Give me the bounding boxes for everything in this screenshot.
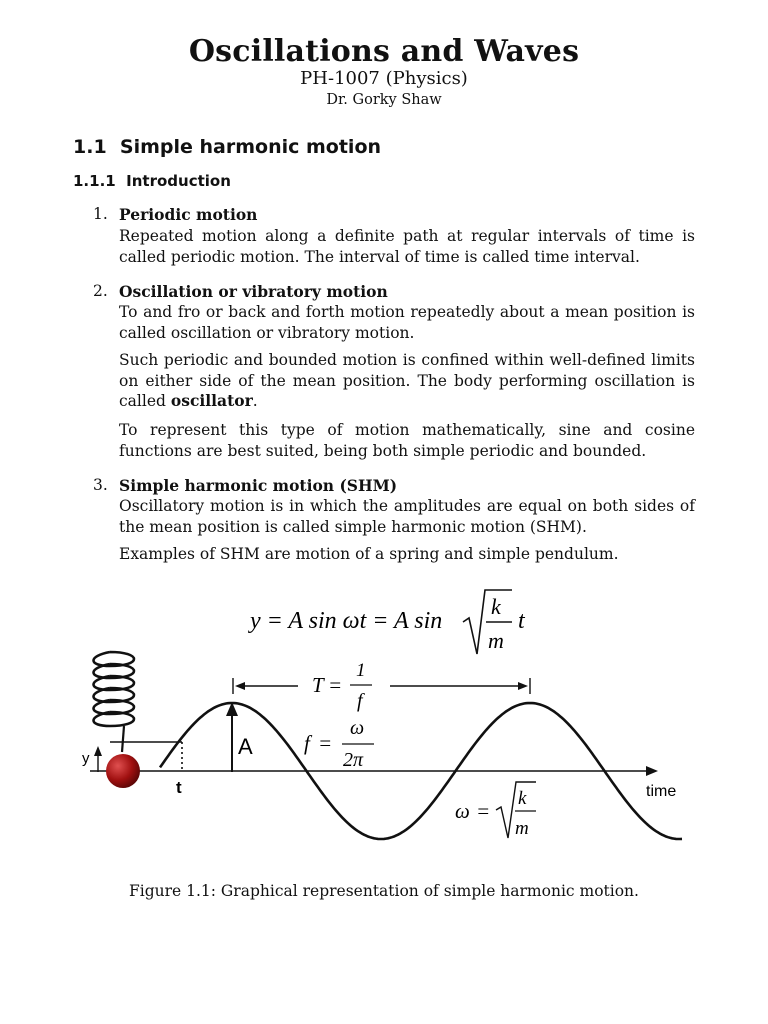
equation-lhs: y = A sin ωt = A sin <box>250 608 443 634</box>
period-T: T <box>312 673 324 697</box>
time-axis-arrow <box>646 766 658 776</box>
list-item-paragraph: Examples of SHM are motion of a spring and simple pendulum. <box>119 545 619 563</box>
period-equals: = <box>328 673 343 697</box>
term-oscillator: oscillator <box>170 391 253 410</box>
y-label: y <box>82 750 90 767</box>
list-item-heading: Simple harmonic motion (SHM) <box>119 476 398 495</box>
period-arrow-left <box>235 682 245 690</box>
list-item-paragraph: To represent this type of motion mathematically, sine and cosine functions are best suited, being both simple periodic and bounded. <box>119 421 695 460</box>
shm-figure <box>80 582 690 857</box>
section-heading <box>73 136 381 158</box>
list-item-paragraph: To and fro or back and forth motion repeatedly about a mean position is called oscillation or vibratory motion. <box>119 303 695 342</box>
spring-coil <box>94 652 135 726</box>
spring-hook <box>122 726 124 752</box>
omega-k: k <box>518 788 527 809</box>
freq-f: f <box>304 731 310 755</box>
omega-equation <box>455 782 536 839</box>
y-arrow-head <box>94 746 102 756</box>
period-arrow-right <box>518 682 528 690</box>
list-item-number: 1. <box>93 205 108 223</box>
author-name: Dr. Gorky Shaw <box>326 92 442 108</box>
section-title: Simple harmonic motion <box>119 136 382 158</box>
subsection-number: 1.1.1 <box>73 172 116 190</box>
mass-ball <box>106 754 140 788</box>
time-label: time <box>646 783 677 800</box>
list-item-paragraph: Repeated motion along a definite path at regular intervals of time is called periodic motion. The interval of time is called time interval. <box>119 227 695 266</box>
equation-k: k <box>491 594 501 619</box>
subsection-title: Introduction <box>126 172 231 190</box>
list-item-paragraph: Such periodic and bounded motion is confined within well-defined limits on either side of the mean position. The body performing oscillation is called oscillator. <box>119 351 695 410</box>
omega-symbol: ω <box>455 799 470 823</box>
list-item-number: 2. <box>93 282 108 300</box>
period-f: f <box>357 690 363 712</box>
equation-m: m <box>488 628 504 653</box>
period-equation <box>312 660 372 712</box>
frequency-equation <box>304 717 374 771</box>
list-item-heading: Oscillation or vibratory motion <box>119 282 388 301</box>
list-item-paragraph: Oscillatory motion is in which the amplitudes are equal on both sides of the mean position is called simple harmonic motion (SHM). <box>119 497 695 536</box>
course-code: PH-1007 (Physics) <box>300 68 468 89</box>
period-one: 1 <box>356 660 366 681</box>
paragraph-text: Such periodic and bounded motion is confined within well-defined limits on either side of the mean position. The body performing oscillation is called <box>119 351 695 410</box>
list-item-heading: Periodic motion <box>119 205 258 224</box>
document-title: Oscillations and Waves <box>188 34 580 69</box>
figure-caption: Figure 1.1: Graphical representation of simple harmonic motion. <box>129 882 639 900</box>
freq-two-pi: 2π <box>343 749 364 771</box>
t-label: t <box>176 778 182 797</box>
subsection-heading <box>73 172 231 190</box>
main-equation <box>248 590 526 654</box>
omega-m: m <box>515 818 529 839</box>
equation-t: t <box>518 608 525 634</box>
list-item-number: 3. <box>93 476 108 494</box>
freq-equals: = <box>318 731 333 755</box>
section-number: 1.1 <box>73 136 107 158</box>
freq-omega: ω <box>350 717 365 739</box>
amplitude-label: A <box>238 734 253 759</box>
omega-equals: = <box>476 799 491 823</box>
